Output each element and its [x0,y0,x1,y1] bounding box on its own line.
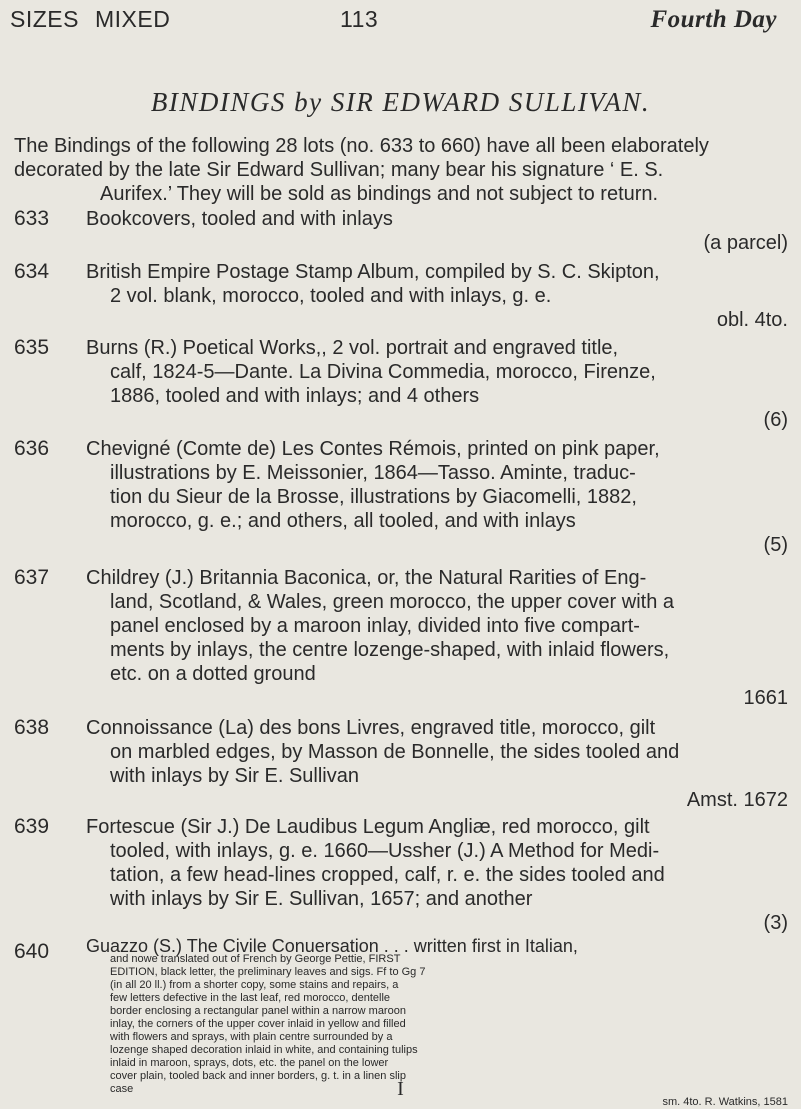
lot-line: illustrations by E. Meissonier, 1864—Tasso. Aminte, traduc- [110,462,636,484]
lot-imprint: Amst. 1672 [686,789,788,811]
lot-description [86,336,788,432]
lot-line: inlaid in maroon, sprays, dots, etc. the panel on the lower [110,1057,389,1069]
lot-line: British Empire Postage Stamp Album, compiled by S. C. Skipton, [86,261,660,283]
lot-number: 640 [14,940,50,963]
signature-mark: I [397,1078,404,1100]
lot-line: panel enclosed by a maroon inlay, divided into five compart- [110,615,640,637]
lot-quantity: (5) [763,534,788,556]
header-sizes: SIZES [10,6,79,32]
lot-line: Chevigné (Comte de) Les Contes Rémois, printed on pink paper, [86,438,660,460]
lot-line: 1886, tooled and with inlays; and 4 others [110,385,480,407]
lot-number: 638 [14,716,50,739]
intro-line: The Bindings of the following 28 lots (no. 633 to 660) have all been elaborately [14,135,709,157]
lot-format: obl. 4to. [716,309,788,331]
lot-line: tooled, with inlays, g. e. 1660—Ussher (J.) A Method for Medi- [110,840,660,862]
lot-line: ments by inlays, the centre lozenge-shaped, with inlaid flowers, [110,639,670,661]
lot-line: case [110,1083,134,1095]
lot-line: land, Scotland, & Wales, green morocco, the upper cover with a [110,591,674,613]
lot-line: Bookcovers, tooled and with inlays [86,208,393,230]
lot-line: tion du Sieur de la Brosse, illustrations by Giacomelli, 1882, [110,486,637,508]
intro-paragraph [14,134,789,206]
lot-quantity: (6) [763,409,788,431]
lot-line: Guazzo (S.) The Civile Conuersation . . . written first in Italian, [86,936,578,956]
lot-imprint: sm. 4to. R. Watkins, 1581 [662,1096,788,1108]
lot-number: 633 [14,207,50,230]
section-title: BINDINGS by SIR EDWARD SULLIVAN. [150,87,651,117]
lot-description [86,815,788,935]
lot-line: with inlays by Sir E. Sullivan, 1657; and another [110,888,533,910]
lot-number: 634 [14,260,50,283]
lot-line: lozenge shaped decoration inlaid in white, and containing tulips [110,1044,418,1056]
lot-description [86,716,788,812]
lot-date: 1661 [743,687,788,709]
lot-line: and nowe translated out of French by George Pettie, FIRST [110,953,401,965]
intro-line: decorated by the late Sir Edward Sullivan; many bear his signature ‘ E. S. [14,159,664,181]
lot-line: etc. on a dotted ground [110,663,316,685]
header-mixed: MIXED [94,6,171,32]
lot-line: tation, a few head-lines cropped, calf, r. e. the sides tooled and [110,864,665,886]
intro-line: Aurifex.’ They will be sold as bindings and not subject to return. [100,183,659,205]
lot-line: cover plain, tooled back and inner borders, g. t. in a linen slip [110,1070,406,1082]
lot-line: with inlays by Sir E. Sullivan [110,765,359,787]
lot-line: with flowers and sprays, with plain centre surrounded by a [110,1031,393,1043]
lot-line: 2 vol. blank, morocco, tooled and with inlays, g. e. [110,285,552,307]
lot-line: Fortescue (Sir J.) De Laudibus Legum Angliæ, red morocco, gilt [86,816,650,838]
lot-line: Childrey (J.) Britannia Baconica, or, the Natural Rarities of Eng- [86,567,647,589]
page-number: 113 [340,6,379,32]
lot-line: calf, 1824-5—Dante. La Divina Commedia, morocco, Firenze, [110,361,656,383]
lot-number: 635 [14,336,50,359]
lot-number: 637 [14,566,50,589]
lot-description [86,437,788,557]
lot-line: on marbled edges, by Masson de Bonnelle, the sides tooled and [110,741,680,763]
lot-line: Connoissance (La) des bons Livres, engraved title, morocco, gilt [86,717,656,739]
header-day: Fourth Day [650,6,777,33]
lot-line: inlay, the corners of the upper cover inlaid in yellow and filled [110,1018,406,1030]
lot-line: EDITION, black letter, the preliminary leaves and sigs. Ff to Gg 7 [110,966,426,978]
lot-line: few letters defective in the last leaf, red morocco, dentelle [110,992,391,1004]
lot-line: Burns (R.) Poetical Works,, 2 vol. portrait and engraved title, [86,337,619,359]
lot-quantity: (3) [763,912,788,934]
lot-line: border enclosing a rectangular panel within a narrow maroon [110,1005,406,1017]
lot-description [86,207,788,255]
lot-line: morocco, g. e.; and others, all tooled, and with inlays [110,510,576,532]
lot-description [86,260,788,332]
lot-description [86,566,788,710]
lot-quantity: (a parcel) [703,232,788,254]
lot-line: (in all 20 ll.) from a shorter copy, some stains and repairs, a [110,979,399,991]
lot-number: 636 [14,437,50,460]
running-header [10,6,777,34]
lot-number: 639 [14,815,50,838]
